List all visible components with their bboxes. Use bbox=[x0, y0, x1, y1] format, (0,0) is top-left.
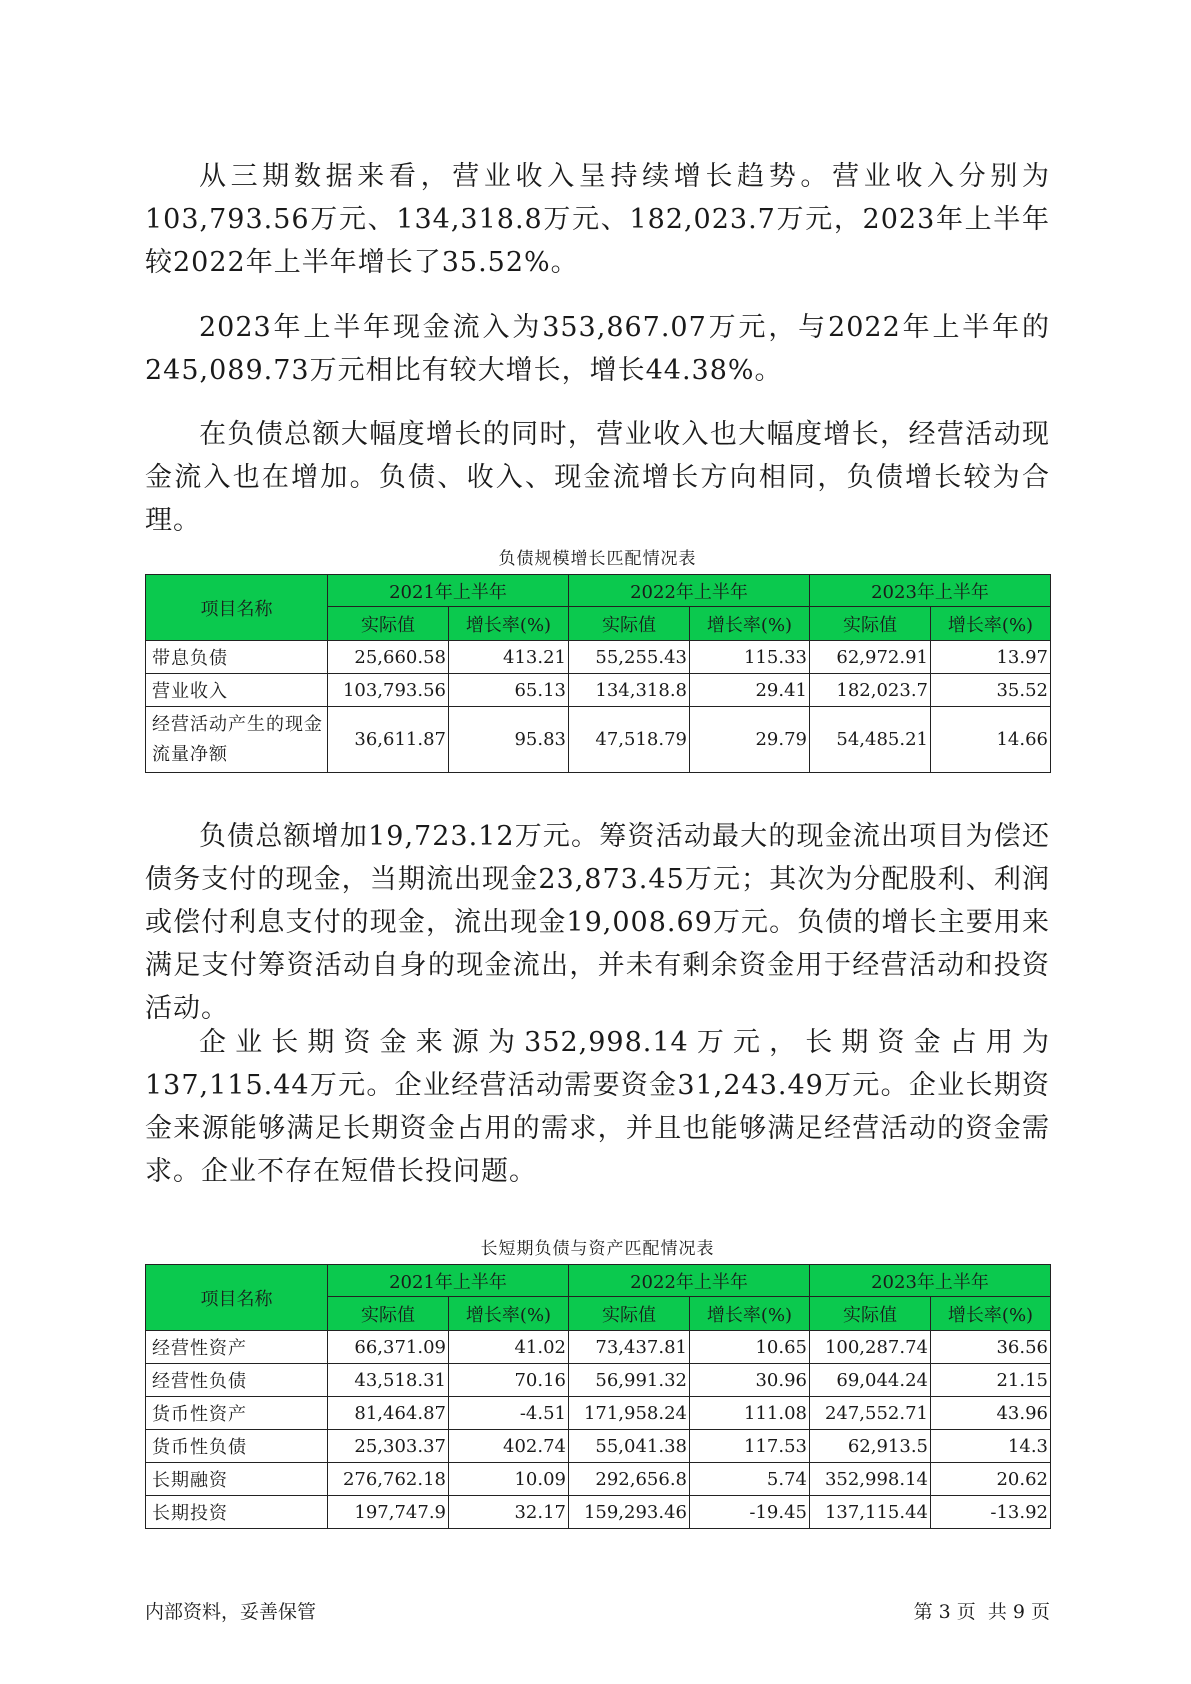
table1-caption: 负债规模增长匹配情况表 bbox=[498, 549, 697, 569]
cell-rate: 14.3 bbox=[931, 1430, 1051, 1463]
cell-rate: 14.66 bbox=[931, 707, 1051, 773]
table2-period-header: 2023年上半年 bbox=[810, 1265, 1051, 1297]
cell-value: 137,115.44 bbox=[810, 1496, 931, 1529]
table1-subheader-value: 实际值 bbox=[569, 607, 690, 641]
cell-value: 54,485.21 bbox=[810, 707, 931, 773]
table2-period-header: 2022年上半年 bbox=[569, 1265, 810, 1297]
cell-rate: 21.15 bbox=[931, 1364, 1051, 1397]
cell-value: 36,611.87 bbox=[328, 707, 449, 773]
cell-value: 62,913.5 bbox=[810, 1430, 931, 1463]
row-label: 货币性资产 bbox=[146, 1397, 328, 1430]
cell-rate: 35.52 bbox=[931, 674, 1051, 707]
table-row bbox=[146, 674, 1051, 707]
table-row bbox=[146, 1463, 1051, 1496]
cell-rate: 5.74 bbox=[690, 1463, 810, 1496]
table2-subheader-rate: 增长率(%) bbox=[931, 1297, 1051, 1331]
asset-liability-table bbox=[145, 1264, 1051, 1529]
cell-rate: 117.53 bbox=[690, 1430, 810, 1463]
footer-page-number: 第 3 页 共 9 页 bbox=[913, 1601, 1050, 1623]
table2-period-header: 2021年上半年 bbox=[328, 1265, 569, 1297]
cell-value: 197,747.9 bbox=[328, 1496, 449, 1529]
table-row bbox=[146, 707, 1051, 773]
cell-value: 100,287.74 bbox=[810, 1331, 931, 1364]
table2-subheader-rate: 增长率(%) bbox=[449, 1297, 569, 1331]
cell-value: 55,041.38 bbox=[569, 1430, 690, 1463]
cell-value: 81,464.87 bbox=[328, 1397, 449, 1430]
table1-subheader-rate: 增长率(%) bbox=[449, 607, 569, 641]
table1-subheader-rate: 增长率(%) bbox=[931, 607, 1051, 641]
cell-value: 171,958.24 bbox=[569, 1397, 690, 1430]
cell-value: 276,762.18 bbox=[328, 1463, 449, 1496]
cell-rate: -19.45 bbox=[690, 1496, 810, 1529]
cell-rate: 43.96 bbox=[931, 1397, 1051, 1430]
cell-rate: 70.16 bbox=[449, 1364, 569, 1397]
cell-value: 103,793.56 bbox=[328, 674, 449, 707]
cell-rate: 65.13 bbox=[449, 674, 569, 707]
cell-rate: 10.65 bbox=[690, 1331, 810, 1364]
footer-confidential-note: 内部资料，妥善保管 bbox=[145, 1601, 317, 1623]
row-label: 长期投资 bbox=[146, 1496, 328, 1529]
table2-item-header: 项目名称 bbox=[146, 1265, 328, 1331]
cell-value: 62,972.91 bbox=[810, 641, 931, 674]
table-row bbox=[146, 1496, 1051, 1529]
table2-subheader-value: 实际值 bbox=[328, 1297, 449, 1331]
cell-rate: 402.74 bbox=[449, 1430, 569, 1463]
table2-subheader-rate: 增长率(%) bbox=[690, 1297, 810, 1331]
cell-value: 159,293.46 bbox=[569, 1496, 690, 1529]
cell-rate: 30.96 bbox=[690, 1364, 810, 1397]
cell-rate: 29.41 bbox=[690, 674, 810, 707]
table2-subheader-value: 实际值 bbox=[810, 1297, 931, 1331]
row-label: 经营性负债 bbox=[146, 1364, 328, 1397]
cell-rate: 413.21 bbox=[449, 641, 569, 674]
cell-rate: 111.08 bbox=[690, 1397, 810, 1430]
table1-period-header: 2021年上半年 bbox=[328, 575, 569, 607]
cell-value: 25,303.37 bbox=[328, 1430, 449, 1463]
cell-rate: 115.33 bbox=[690, 641, 810, 674]
table1-subheader-value: 实际值 bbox=[810, 607, 931, 641]
cell-value: 182,023.7 bbox=[810, 674, 931, 707]
cell-value: 56,991.32 bbox=[569, 1364, 690, 1397]
cell-value: 43,518.31 bbox=[328, 1364, 449, 1397]
cell-value: 352,998.14 bbox=[810, 1463, 931, 1496]
row-label: 带息负债 bbox=[146, 641, 328, 674]
cell-value: 134,318.8 bbox=[569, 674, 690, 707]
cell-value: 66,371.09 bbox=[328, 1331, 449, 1364]
table1-subheader-rate: 增长率(%) bbox=[690, 607, 810, 641]
cell-rate: 41.02 bbox=[449, 1331, 569, 1364]
paragraph-long-term-funds: 企业长期资金来源为352,998.14万元，长期资金占用为137,115.44万元。企业经营活动需要资金31,243.49万元。企业长期资金来源能够满足长期资金占用的需求，并且也能够满足经营活动的资金需求。企业不存在短借长投问题。 bbox=[145, 1027, 1050, 1187]
debt-scale-table bbox=[145, 574, 1051, 773]
cell-rate: 13.97 bbox=[931, 641, 1051, 674]
cell-value: 73,437.81 bbox=[569, 1331, 690, 1364]
table2-caption: 长短期负债与资产匹配情况表 bbox=[480, 1239, 715, 1259]
table1-item-header: 项目名称 bbox=[146, 575, 328, 641]
cell-rate: 32.17 bbox=[449, 1496, 569, 1529]
cell-value: 47,518.79 bbox=[569, 707, 690, 773]
table-row bbox=[146, 1364, 1051, 1397]
cell-rate: 10.09 bbox=[449, 1463, 569, 1496]
table-row bbox=[146, 641, 1051, 674]
paragraph-debt-growth: 在负债总额大幅度增长的同时，营业收入也大幅度增长，经营活动现金流入也在增加。负债、收入、现金流增长方向相同，负债增长较为合理。 bbox=[145, 419, 1050, 536]
paragraph-revenue-trend: 从三期数据来看，营业收入呈持续增长趋势。营业收入分别为103,793.56万元、134,318.8万元、182,023.7万元，2023年上半年较2022年上半年增长了35.52%。 bbox=[145, 161, 1050, 278]
cell-rate: 36.56 bbox=[931, 1331, 1051, 1364]
cell-rate: 20.62 bbox=[931, 1463, 1051, 1496]
row-label: 长期融资 bbox=[146, 1463, 328, 1496]
cell-rate: 95.83 bbox=[449, 707, 569, 773]
cell-value: 292,656.8 bbox=[569, 1463, 690, 1496]
cell-value: 25,660.58 bbox=[328, 641, 449, 674]
table1-period-header: 2023年上半年 bbox=[810, 575, 1051, 607]
table-row bbox=[146, 1430, 1051, 1463]
cell-rate: -4.51 bbox=[449, 1397, 569, 1430]
table1-period-header: 2022年上半年 bbox=[569, 575, 810, 607]
cell-value: 247,552.71 bbox=[810, 1397, 931, 1430]
paragraph-debt-total: 负债总额增加19,723.12万元。筹资活动最大的现金流出项目为偿还债务支付的现金，当期流出现金23,873.45万元；其次为分配股利、利润或偿付利息支付的现金，流出现金19,008.69万元。负债的增长主要用来满足支付筹资活动自身的现金流出，并未有剩余资金用于经营活动和投资活动。 bbox=[145, 821, 1050, 1024]
cell-value: 69,044.24 bbox=[810, 1364, 931, 1397]
row-label: 经营活动产生的现金流量净额 bbox=[146, 707, 328, 773]
cell-value: 55,255.43 bbox=[569, 641, 690, 674]
row-label: 经营性资产 bbox=[146, 1331, 328, 1364]
row-label: 货币性负债 bbox=[146, 1430, 328, 1463]
table2-subheader-value: 实际值 bbox=[569, 1297, 690, 1331]
row-label: 营业收入 bbox=[146, 674, 328, 707]
table-row bbox=[146, 1397, 1051, 1430]
table-row bbox=[146, 1331, 1051, 1364]
table1-subheader-value: 实际值 bbox=[328, 607, 449, 641]
cell-rate: 29.79 bbox=[690, 707, 810, 773]
cell-rate: -13.92 bbox=[931, 1496, 1051, 1529]
paragraph-cash-inflow: 2023年上半年现金流入为353,867.07万元，与2022年上半年的245,089.73万元相比有较大增长，增长44.38%。 bbox=[145, 312, 1050, 386]
